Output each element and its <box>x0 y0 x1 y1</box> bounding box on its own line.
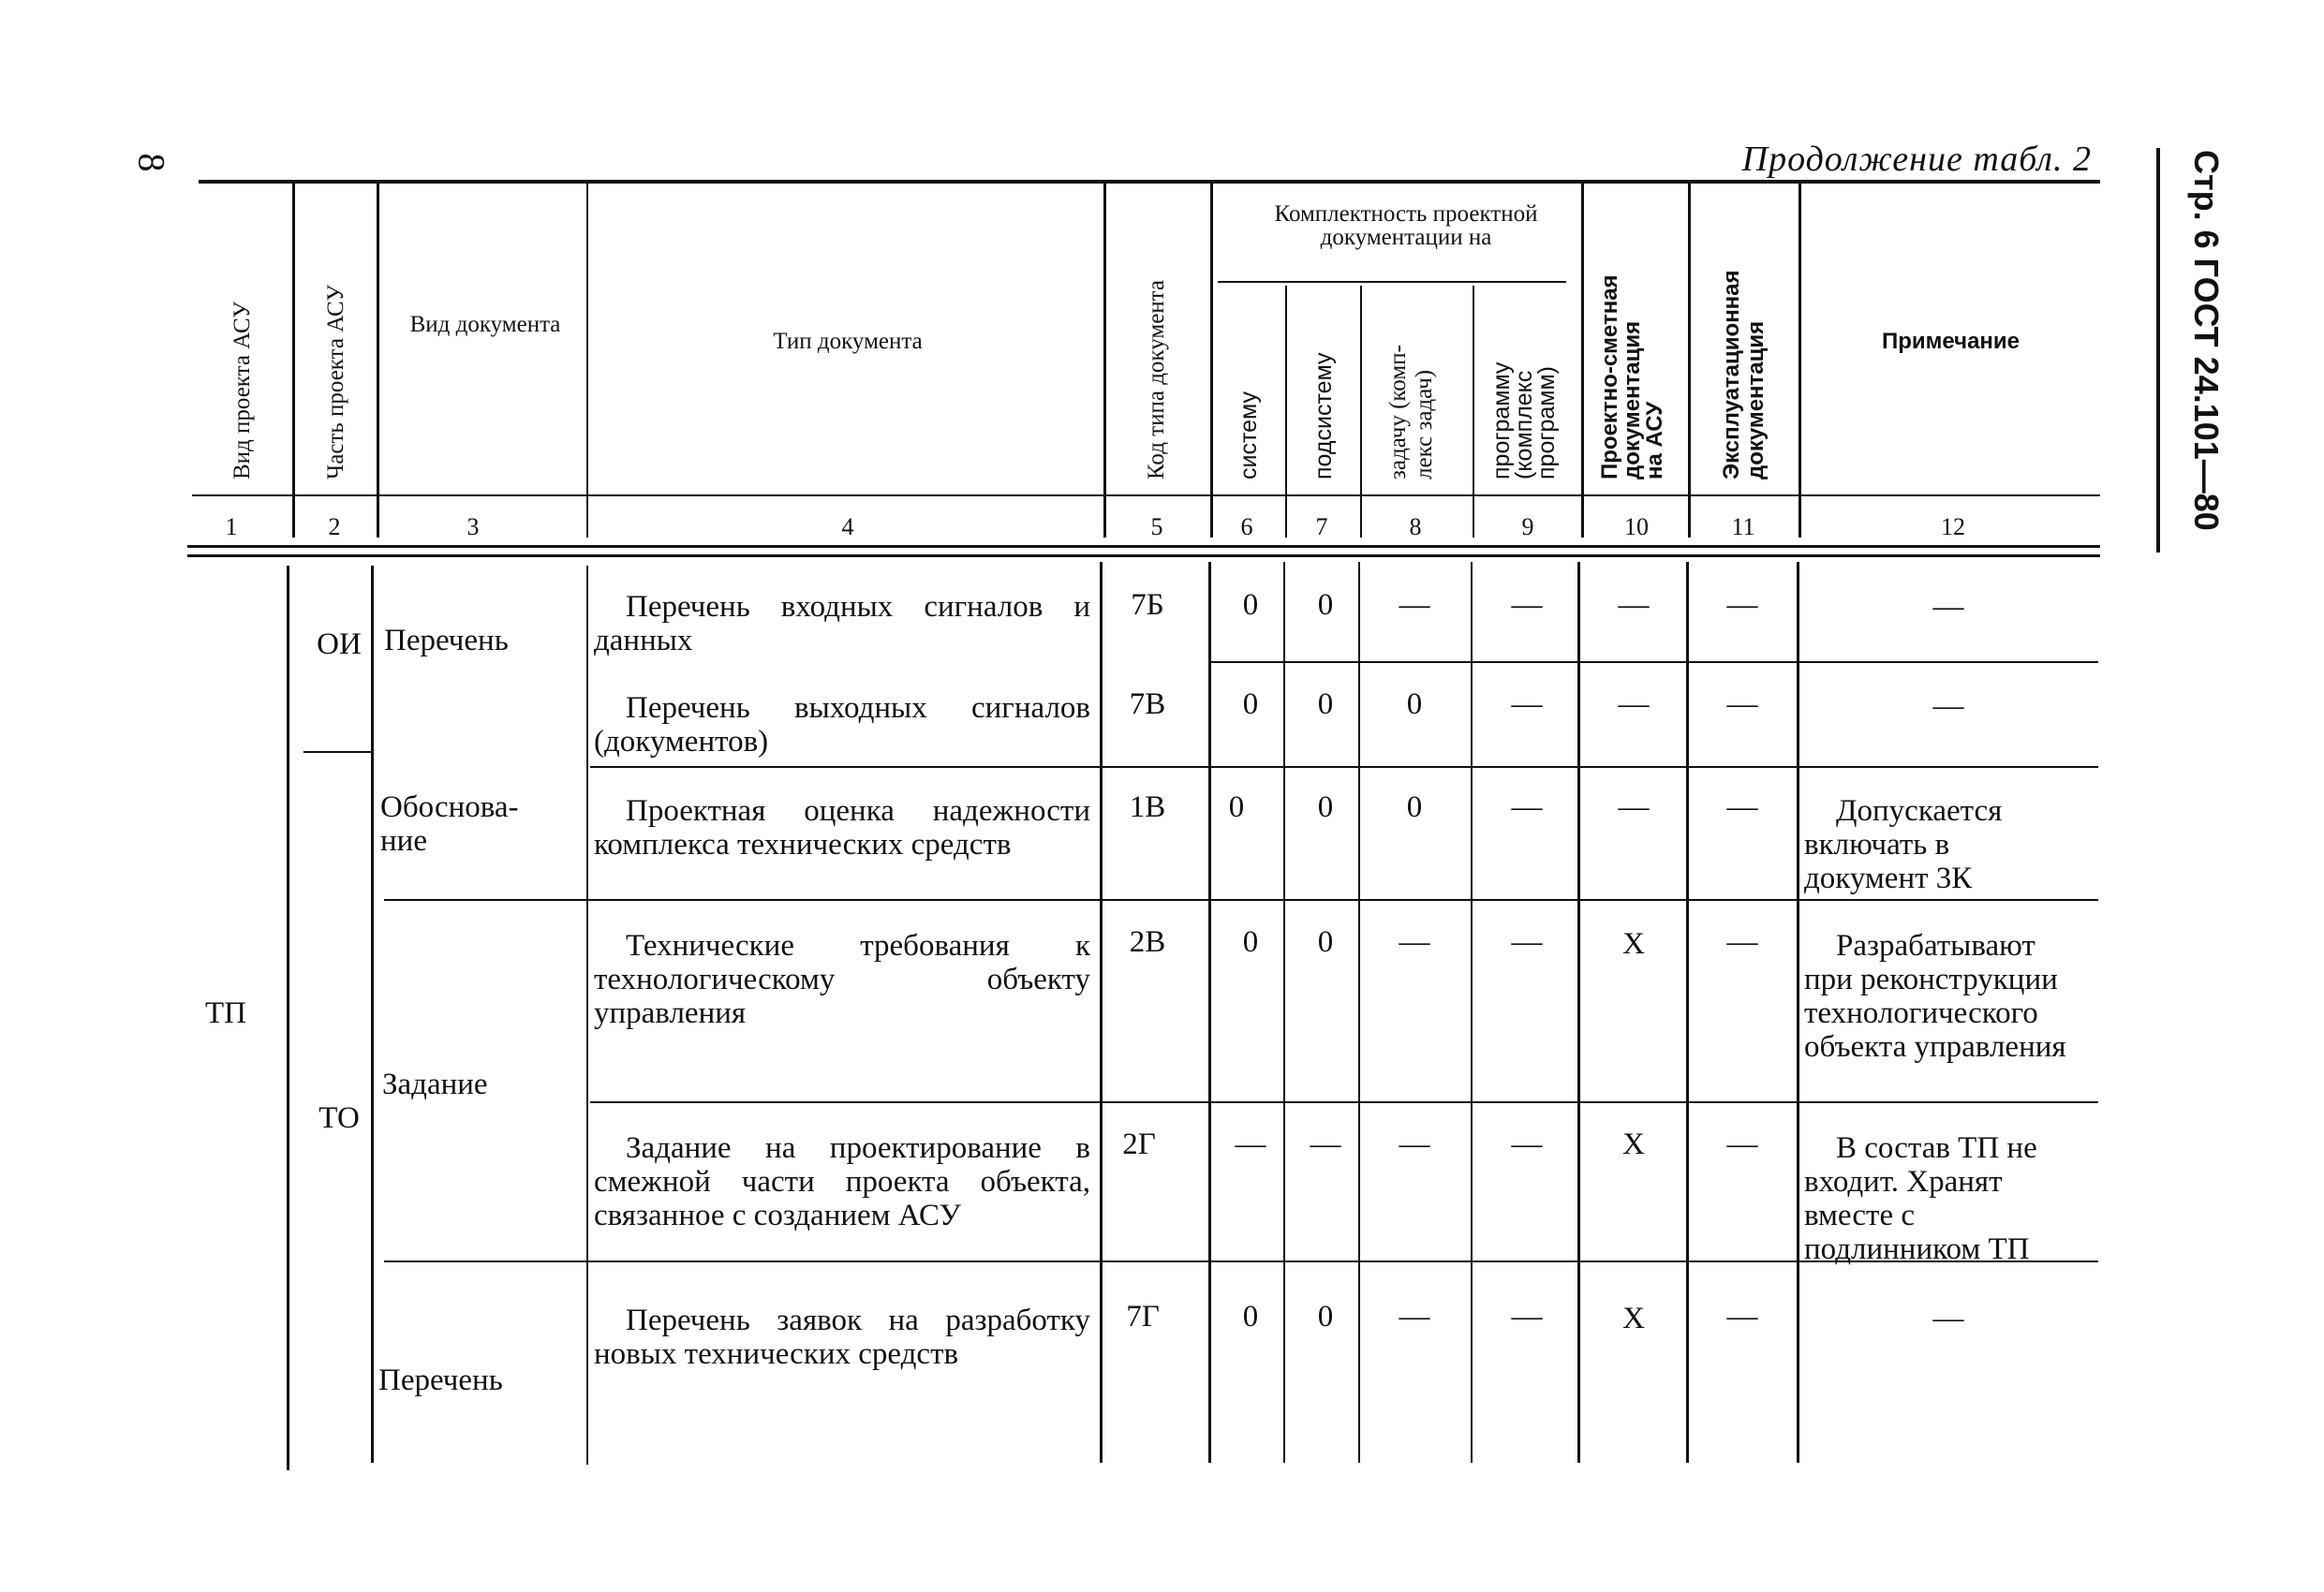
col-number: 8 <box>1409 513 1422 540</box>
cell-subsystem: 0 <box>1317 790 1334 824</box>
group-rule <box>1218 281 1566 283</box>
bv-11 <box>1797 562 1799 1463</box>
side-header-text: Стр. 6 ГОСТ 24.101—80 <box>2187 150 2226 531</box>
cell-note: Разрабатывают при реконструкции технологического объекта управления <box>1804 929 2066 1064</box>
cell-estimate: Х <box>1622 1302 1645 1335</box>
bv-8 <box>1471 562 1473 1463</box>
header-col9b: (комплекс <box>1511 370 1537 479</box>
cell-operational: — <box>1726 1300 1758 1334</box>
part-to: ТО <box>318 1101 360 1135</box>
col-number: 4 <box>841 513 854 540</box>
hv-2 <box>377 184 379 538</box>
col-number: 3 <box>466 513 480 540</box>
header-col4: Тип документа <box>773 329 923 354</box>
row-rule <box>1208 661 2098 663</box>
col-number: 1 <box>225 513 238 540</box>
cell-operational: — <box>1726 588 1758 622</box>
cell-program: — <box>1511 588 1543 622</box>
bv-5 <box>1208 562 1211 1463</box>
col-number: 9 <box>1521 513 1534 540</box>
cell-operational: — <box>1726 687 1758 721</box>
header-col8a: задачу (комп- <box>1385 345 1411 479</box>
cell-estimate: — <box>1618 687 1650 721</box>
bv-9 <box>1577 562 1580 1463</box>
cell-program: — <box>1511 1300 1543 1334</box>
cell-operational: — <box>1726 790 1758 824</box>
cell-task: — <box>1399 588 1430 622</box>
numbers-rule-1 <box>187 545 2100 548</box>
hv-11 <box>1799 184 1801 538</box>
hv-1 <box>292 184 295 538</box>
side-header <box>2173 150 2229 543</box>
col-number: 11 <box>1731 513 1755 540</box>
row-rule <box>303 751 371 753</box>
col-number: 2 <box>328 513 341 540</box>
doc-type: Перечень выходных сигналов (документов) <box>594 691 1090 759</box>
col-number: 7 <box>1315 513 1328 540</box>
bv-1 <box>287 566 289 1470</box>
doc-type: Проектная оценка надежности комплекса технических средств <box>594 794 1090 862</box>
cell-subsystem: 0 <box>1317 925 1334 959</box>
header-col9c: программ) <box>1533 366 1560 479</box>
bv-6 <box>1283 562 1285 1463</box>
cell-note: — <box>1932 1302 1964 1335</box>
bv-2 <box>371 566 374 1463</box>
header-col5: Код типа документа <box>1144 279 1169 479</box>
doc-code: 1В <box>1129 790 1166 824</box>
hv-5 <box>1210 184 1213 538</box>
doc-kind: Задание <box>382 1068 488 1101</box>
header-col7: подсистему <box>1310 352 1337 479</box>
cell-system: 0 <box>1242 925 1259 959</box>
hv-8 <box>1473 286 1474 538</box>
col-number: 12 <box>1941 513 1965 540</box>
cell-system: 0 <box>1242 1300 1259 1334</box>
project-type: ТП <box>205 996 246 1030</box>
header-col10b: документация <box>1620 320 1645 479</box>
cell-note: — <box>1932 689 1964 723</box>
hv-4 <box>1103 184 1106 538</box>
doc-code: 2В <box>1129 925 1166 959</box>
continuation-caption: Продолжение табл. 2 <box>1741 140 2092 179</box>
cell-note: Допускается включать в документ 3К <box>1804 794 2003 895</box>
hv-10 <box>1688 184 1691 538</box>
col-number: 10 <box>1624 513 1649 540</box>
header-col12: Примечание <box>1881 329 2021 354</box>
cell-operational: — <box>1726 925 1758 959</box>
cell-subsystem: 0 <box>1317 588 1334 622</box>
doc-type: Технические требования к технологическому объекту управления <box>594 929 1090 1030</box>
cell-subsystem: 0 <box>1317 1300 1334 1334</box>
side-rule <box>2156 148 2160 553</box>
doc-code: 7Б <box>1131 588 1164 622</box>
cell-program: — <box>1511 687 1543 721</box>
doc-type: Перечень заявок на разработку новых технических средств <box>594 1304 1090 1371</box>
header-col2: Часть проекта АСУ <box>323 284 348 479</box>
cell-task: — <box>1399 1128 1430 1161</box>
doc-code: 7Г <box>1126 1300 1160 1334</box>
part-oi: ОИ <box>317 627 362 661</box>
bv-4 <box>1100 562 1103 1463</box>
col-number: 5 <box>1150 513 1163 540</box>
cell-program: — <box>1511 790 1543 824</box>
header-col10a: Проектно-сметная <box>1597 274 1622 479</box>
cell-estimate: Х <box>1622 927 1645 961</box>
doc-code: 2Г <box>1122 1128 1156 1161</box>
cell-system: 0 <box>1242 687 1259 721</box>
header-group: Комплектность проектной документации на <box>1274 201 1538 250</box>
header-col11b: документация <box>1743 320 1769 479</box>
hv-6 <box>1285 286 1287 538</box>
bv-10 <box>1686 562 1689 1463</box>
doc-kind: Перечень <box>384 624 509 657</box>
hv-9 <box>1581 184 1584 538</box>
doc-kind: Перечень <box>378 1364 503 1397</box>
row-rule <box>384 899 2098 901</box>
cell-system: — <box>1235 1128 1266 1161</box>
cell-system: 0 <box>1242 588 1259 622</box>
cell-program: — <box>1511 925 1543 959</box>
cell-task: 0 <box>1406 790 1423 824</box>
cell-task: 0 <box>1406 687 1423 721</box>
header-rule <box>192 494 2100 496</box>
doc-type: Перечень входных сигналов и данных <box>594 590 1090 657</box>
header-col10c: на АСУ <box>1642 401 1667 479</box>
bv-7 <box>1358 562 1360 1463</box>
cell-note: — <box>1932 590 1964 624</box>
cell-note: В состав ТП не входит. Хранят вместе с подлинником ТП <box>1804 1131 2037 1266</box>
cell-subsystem: — <box>1310 1128 1341 1161</box>
cell-estimate: Х <box>1622 1128 1645 1161</box>
page-number: 8 <box>130 153 173 172</box>
top-rule <box>199 180 2100 184</box>
header-col8b: лекс задач) <box>1412 369 1437 479</box>
cell-estimate: — <box>1618 588 1650 622</box>
cell-estimate: — <box>1618 790 1650 824</box>
cell-subsystem: 0 <box>1317 687 1334 721</box>
cell-program: — <box>1511 1128 1543 1161</box>
header-col6: систему <box>1236 391 1262 479</box>
doc-code: 7В <box>1129 687 1166 721</box>
row-rule <box>590 766 2098 768</box>
header-col11a: Эксплуатационная <box>1719 270 1744 479</box>
doc-kind: Обоснова- ние <box>380 790 519 858</box>
col-number: 6 <box>1240 513 1253 540</box>
row-rule <box>590 1101 2098 1103</box>
doc-type: Задание на проектирование в смежной части проекта объекта, связанное с созданием АСУ <box>594 1131 1090 1232</box>
hv-3 <box>586 184 588 538</box>
cell-system: 0 <box>1228 790 1245 824</box>
hv-7 <box>1360 286 1362 538</box>
numbers-rule-2 <box>187 554 2100 557</box>
header-col3: Вид документа <box>409 312 561 337</box>
header-col9a: программу <box>1488 361 1515 479</box>
bv-3 <box>586 566 588 1465</box>
cell-operational: — <box>1726 1128 1758 1161</box>
header-col1: Вид проекта АСУ <box>229 301 255 479</box>
cell-task: — <box>1399 1300 1430 1334</box>
cell-task: — <box>1399 925 1430 959</box>
